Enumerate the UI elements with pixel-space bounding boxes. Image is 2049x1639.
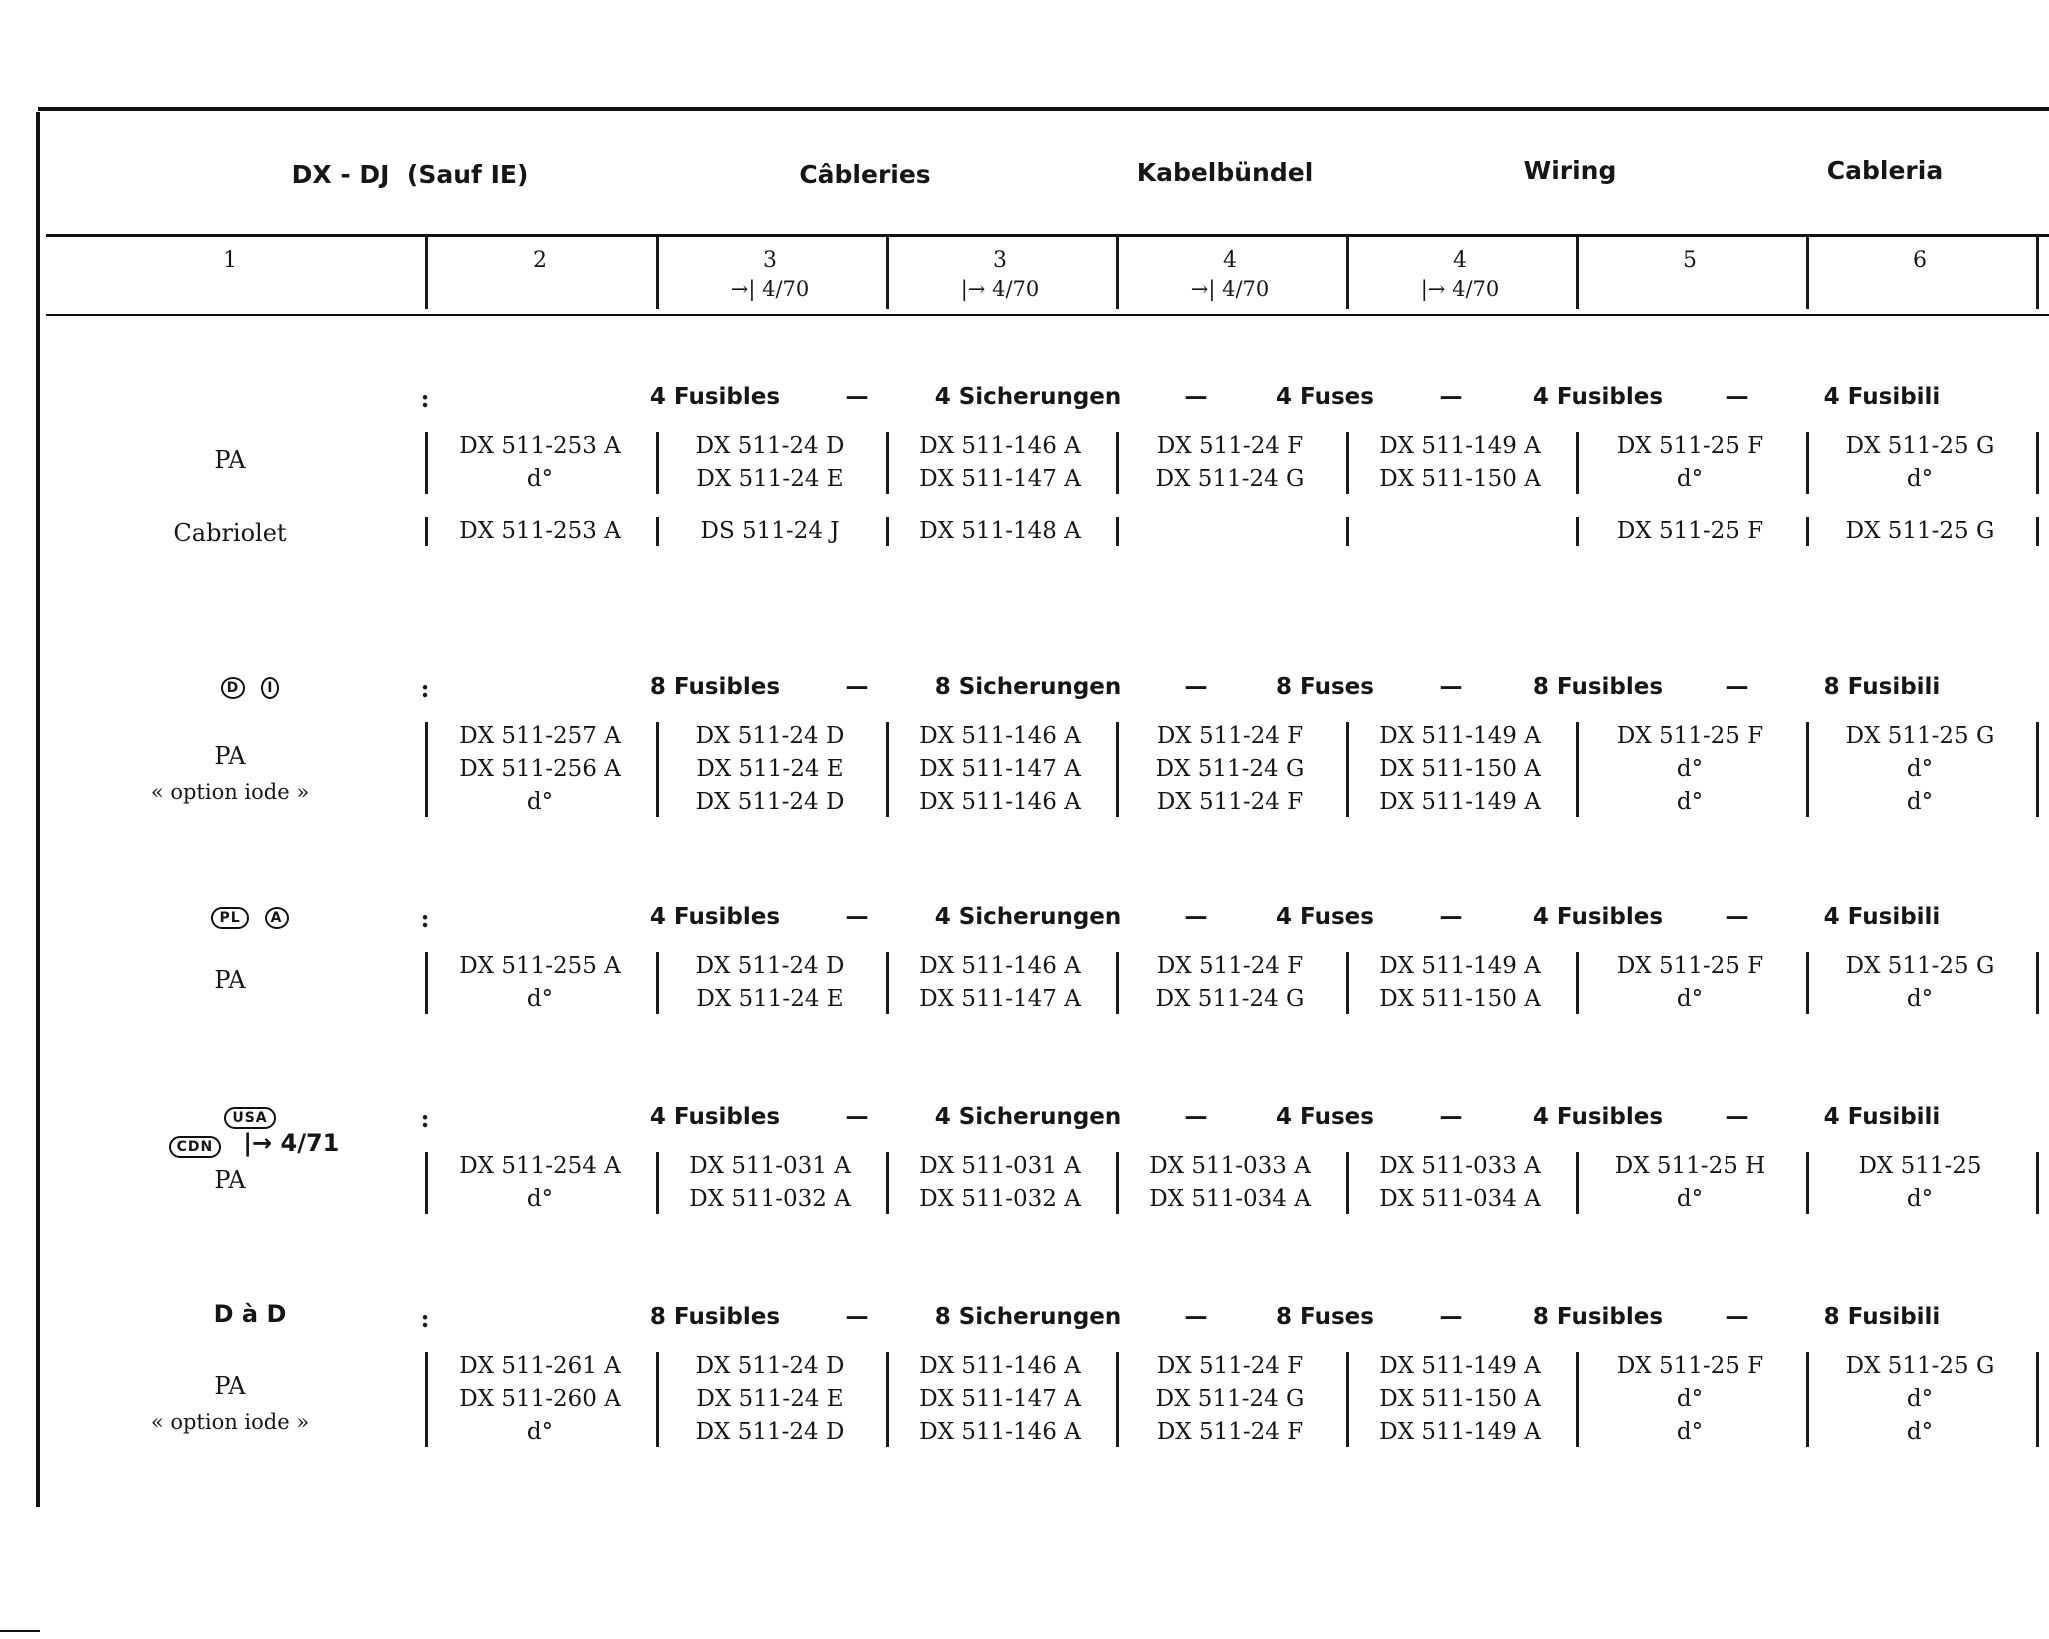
part-number: DS 511-24 J (700, 518, 840, 544)
part-number: DX 511-146 A (919, 723, 1081, 749)
row-divider (886, 722, 889, 817)
group-country-label (120, 670, 380, 699)
part-number: DX 511-24 D (695, 723, 845, 749)
part-number: DX 511-25 F (1616, 953, 1764, 979)
part-cell (1582, 1350, 1798, 1449)
part-cell (1352, 1350, 1568, 1449)
row-label (130, 738, 330, 810)
part-number: DX 511-24 F (1156, 723, 1304, 749)
row-divider (2036, 517, 2039, 546)
fuse-separator: — (1725, 904, 1749, 930)
part-number: DX 511-034 A (1149, 1186, 1311, 1212)
part-cell (662, 1350, 878, 1449)
row-divider (1116, 1352, 1119, 1447)
column-divider (1116, 237, 1119, 309)
part-cell (662, 515, 878, 548)
part-cell (1352, 720, 1568, 819)
part-number: DX 511-25 F (1616, 1353, 1764, 1379)
part-cell (432, 950, 648, 1016)
column-number: 4 (1453, 248, 1467, 273)
part-cell (1352, 1150, 1568, 1216)
fuse-label: 4 Fuses (1276, 904, 1374, 930)
row-divider (2036, 722, 2039, 817)
part-cell (432, 1150, 648, 1216)
part-number: DX 511-148 A (919, 518, 1081, 544)
fuse-separator: — (845, 1104, 869, 1130)
column-divider (886, 237, 889, 309)
part-number: d° (1906, 1186, 1934, 1212)
part-cell (1582, 430, 1798, 496)
part-number: DX 511-24 E (696, 466, 844, 492)
row-label (130, 442, 330, 478)
fuse-label: 8 Fusibili (1823, 1304, 1941, 1330)
fuse-separator: — (1439, 674, 1463, 700)
part-number: DX 511-150 A (1379, 1386, 1541, 1412)
fuse-label: 8 Fuses (1276, 674, 1374, 700)
part-number: DX 511-24 D (695, 953, 845, 979)
part-cell (1582, 720, 1798, 819)
fuse-separator: — (845, 674, 869, 700)
fuse-label: 8 Fusibles (1532, 674, 1664, 700)
row-divider (425, 722, 428, 817)
fuse-label: 4 Fusibles (1532, 384, 1664, 410)
row-label-text: PA (214, 1166, 246, 1194)
part-number: DX 511-261 A (459, 1353, 621, 1379)
fuse-separator: — (1725, 1304, 1749, 1330)
row-divider (656, 432, 659, 494)
column-number: 1 (223, 248, 237, 273)
column-date-indicator: |→ 4/70 (960, 277, 1040, 301)
row-divider (656, 517, 659, 546)
row-label (130, 1162, 330, 1198)
part-cell (1812, 950, 2028, 1016)
part-number: DX 511-031 A (689, 1153, 851, 1179)
part-number: DX 511-150 A (1379, 986, 1541, 1012)
part-number (1352, 515, 1568, 548)
part-number: d° (1676, 1186, 1704, 1212)
row-divider (1806, 1152, 1809, 1214)
part-number: d° (1676, 986, 1704, 1012)
part-number: DX 511-149 A (1379, 1353, 1541, 1379)
row-divider (1806, 1352, 1809, 1447)
part-number: DX 511-031 A (919, 1153, 1081, 1179)
row-divider (1116, 1152, 1119, 1214)
row-divider (886, 1152, 889, 1214)
part-number: DX 511-25 G (1845, 953, 1995, 979)
column-header-4 (900, 245, 1100, 301)
row-divider (886, 517, 889, 546)
fuse-label: 4 Sicherungen (934, 384, 1122, 410)
fuse-label: 4 Fusibili (1823, 1104, 1941, 1130)
part-number: DX 511-24 F (1156, 433, 1304, 459)
column-header-3 (670, 245, 870, 301)
column-header-2 (440, 245, 640, 277)
column-date-indicator: →| 4/70 (1190, 277, 1270, 301)
part-cell (1122, 515, 1338, 548)
row-divider (656, 1152, 659, 1214)
fuse-separator: — (1184, 1104, 1208, 1130)
fuse-label: 4 Fusibles (649, 904, 781, 930)
part-cell (892, 1350, 1108, 1449)
part-cell (1122, 1150, 1338, 1216)
fuse-label: 8 Fusibili (1823, 674, 1941, 700)
row-divider (1346, 1352, 1349, 1447)
fuse-label: 4 Fusibles (649, 1104, 781, 1130)
part-number: DX 511-25 G (1845, 723, 1995, 749)
column-divider (656, 237, 659, 309)
fuse-label: 4 Sicherungen (934, 1104, 1122, 1130)
fuse-label: 4 Fusibili (1823, 904, 1941, 930)
country-badge-d: D (221, 677, 246, 699)
part-number: DX 511-146 A (919, 953, 1081, 979)
part-cell (1812, 720, 2028, 819)
part-number: DX 511-24 D (695, 433, 845, 459)
row-divider (656, 952, 659, 1014)
column-header-1 (130, 245, 330, 277)
part-cell (1352, 430, 1568, 496)
row-divider (1806, 952, 1809, 1014)
part-number: DX 511-032 A (689, 1186, 851, 1212)
row-label-text: PA (214, 446, 246, 474)
part-number: DX 511-24 G (1155, 986, 1305, 1012)
part-number: DX 511-25 G (1845, 433, 1995, 459)
row-divider (1346, 432, 1349, 494)
column-number: 3 (763, 248, 777, 273)
part-number: DX 511-24 F (1156, 1419, 1304, 1445)
part-number: DX 511-149 A (1379, 1419, 1541, 1445)
part-number: d° (1906, 466, 1934, 492)
part-number: DX 511-034 A (1379, 1186, 1541, 1212)
group-country-label (120, 1300, 380, 1328)
part-number: DX 511-24 D (695, 789, 845, 815)
part-number: d° (526, 466, 554, 492)
row-label (130, 1368, 330, 1440)
fuse-label: 8 Fusibles (649, 1304, 781, 1330)
fuse-label: 4 Fusibles (1532, 904, 1664, 930)
part-cell (1352, 950, 1568, 1016)
part-number: d° (526, 1419, 554, 1445)
column-number: 6 (1913, 248, 1927, 273)
row-divider (1346, 722, 1349, 817)
country-badge-usa: USA (224, 1107, 275, 1129)
part-number: DX 511-147 A (919, 466, 1081, 492)
part-number: d° (1676, 789, 1704, 815)
country-badge-i: I (261, 677, 279, 699)
part-cell (1122, 430, 1338, 496)
row-divider (1346, 1152, 1349, 1214)
part-cell (892, 515, 1108, 548)
part-number: d° (1676, 1386, 1704, 1412)
part-number: DX 511-147 A (919, 756, 1081, 782)
part-cell (662, 1150, 878, 1216)
header-title-de: Kabelbündel (1136, 158, 1314, 187)
row-label-text: PA (214, 742, 246, 770)
fuse-label: 8 Fuses (1276, 1304, 1374, 1330)
column-divider (1806, 237, 1809, 309)
part-number: d° (1676, 1419, 1704, 1445)
part-cell (1122, 950, 1338, 1016)
part-cell (1582, 950, 1798, 1016)
column-header-6 (1360, 245, 1560, 301)
part-number: DX 511-256 A (459, 756, 621, 782)
row-divider (1576, 952, 1579, 1014)
row-divider (2036, 432, 2039, 494)
row-divider (1576, 722, 1579, 817)
row-divider (656, 1352, 659, 1447)
fuse-separator: — (1184, 674, 1208, 700)
part-number: DX 511-24 D (695, 1419, 845, 1445)
part-cell (662, 720, 878, 819)
row-label-note: « option iode » (150, 1410, 310, 1434)
part-number: DX 511-149 A (1379, 789, 1541, 815)
column-divider (2036, 237, 2039, 309)
part-cell (662, 430, 878, 496)
fuse-separator: — (845, 384, 869, 410)
row-divider (1116, 952, 1119, 1014)
header-bottom-rule (46, 234, 2049, 237)
part-number: d° (526, 1186, 554, 1212)
column-number: 3 (993, 248, 1007, 273)
part-cell (1122, 1350, 1338, 1449)
header-title-it: Cableria (1826, 156, 1944, 185)
column-divider (1346, 237, 1349, 309)
part-number: d° (1676, 466, 1704, 492)
part-number: DX 511-25 F (1616, 518, 1764, 544)
fuse-separator: — (1725, 384, 1749, 410)
fuse-label: 4 Fusibles (649, 384, 781, 410)
part-number: d° (1906, 1386, 1934, 1412)
row-divider (1116, 722, 1119, 817)
row-label-text: Cabriolet (173, 519, 287, 547)
column-divider (425, 237, 428, 309)
country-text: D à D (213, 1300, 287, 1328)
part-number: DX 511-149 A (1379, 723, 1541, 749)
part-number: DX 511-24 E (696, 756, 844, 782)
group-country-label (120, 1100, 380, 1158)
fuse-separator: — (1439, 1304, 1463, 1330)
part-number: DX 511-24 E (696, 986, 844, 1012)
fuse-label: 4 Fusibles (1532, 1104, 1664, 1130)
row-divider (425, 432, 428, 494)
row-divider (1806, 517, 1809, 546)
part-number: d° (1906, 789, 1934, 815)
country-date-indicator: |→ 4/71 (243, 1129, 340, 1157)
row-divider (656, 722, 659, 817)
column-number: 2 (533, 248, 547, 273)
header-title-fr: Câbleries (799, 160, 931, 189)
country-badge-a: A (265, 907, 289, 929)
row-divider (1346, 517, 1349, 546)
row-divider (425, 1352, 428, 1447)
row-label-text: PA (214, 966, 246, 994)
row-divider (425, 517, 428, 546)
row-divider (1576, 517, 1579, 546)
row-divider (1346, 952, 1349, 1014)
part-number: DX 511-146 A (919, 433, 1081, 459)
part-number: DX 511-25 H (1614, 1153, 1766, 1179)
fuse-separator: — (1725, 674, 1749, 700)
part-number: DX 511-146 A (919, 1419, 1081, 1445)
part-cell (892, 1150, 1108, 1216)
part-cell (1812, 1150, 2028, 1216)
part-number: DX 511-150 A (1379, 466, 1541, 492)
part-number: DX 511-24 G (1155, 756, 1305, 782)
row-divider (886, 952, 889, 1014)
group-colon: : (420, 1304, 430, 1333)
part-cell (432, 515, 648, 548)
part-number: DX 511-253 A (459, 518, 621, 544)
part-number: DX 511-150 A (1379, 756, 1541, 782)
part-number: DX 511-253 A (459, 433, 621, 459)
part-number (1122, 515, 1338, 548)
fuse-label: 4 Sicherungen (934, 904, 1122, 930)
row-divider (1806, 432, 1809, 494)
column-date-indicator: →| 4/70 (730, 277, 810, 301)
part-number: DX 511-25 G (1845, 518, 1995, 544)
header-model: DX - DJ (Sauf IE) (291, 160, 529, 189)
column-divider (1576, 237, 1579, 309)
part-number: d° (526, 986, 554, 1012)
part-number: DX 511-149 A (1379, 433, 1541, 459)
part-cell (1582, 515, 1798, 548)
part-cell (432, 720, 648, 819)
row-divider (886, 432, 889, 494)
row-label (130, 962, 330, 998)
row-divider (1806, 722, 1809, 817)
part-cell (662, 950, 878, 1016)
part-number: DX 511-24 F (1156, 1353, 1304, 1379)
row-divider (1116, 517, 1119, 546)
group-colon: : (420, 904, 430, 933)
row-divider (425, 952, 428, 1014)
group-country-label (120, 900, 380, 929)
part-number: DX 511-146 A (919, 789, 1081, 815)
column-date-indicator: |→ 4/70 (1420, 277, 1500, 301)
part-number: d° (1676, 756, 1704, 782)
row-label-note: « option iode » (150, 780, 310, 804)
part-number: DX 511-146 A (919, 1353, 1081, 1379)
row-divider (1576, 1152, 1579, 1214)
country-badge-cdn: CDN (169, 1136, 222, 1158)
column-header-7 (1590, 245, 1790, 277)
part-cell (892, 950, 1108, 1016)
part-number: d° (1906, 756, 1934, 782)
part-cell (432, 1350, 648, 1449)
part-number: DX 511-254 A (459, 1153, 621, 1179)
fuse-label: 8 Fusibles (1532, 1304, 1664, 1330)
group-colon: : (420, 1104, 430, 1133)
left-border-rule (36, 112, 40, 1507)
part-number: DX 511-033 A (1379, 1153, 1541, 1179)
fuse-separator: — (845, 904, 869, 930)
row-divider (1576, 432, 1579, 494)
part-number: DX 511-24 G (1155, 466, 1305, 492)
row-divider (2036, 952, 2039, 1014)
fuse-separator: — (1439, 904, 1463, 930)
part-cell (1352, 515, 1568, 548)
row-divider (2036, 1352, 2039, 1447)
part-cell (892, 720, 1108, 819)
fuse-label: 4 Fusibili (1823, 384, 1941, 410)
part-number: DX 511-260 A (459, 1386, 621, 1412)
part-cell (1122, 720, 1338, 819)
group-colon: : (420, 674, 430, 703)
column-header-5 (1130, 245, 1330, 301)
group-colon: : (420, 384, 430, 413)
part-number: DX 511-25 G (1845, 1353, 1995, 1379)
fuse-label: 4 Fuses (1276, 384, 1374, 410)
country-badge-pl: PL (211, 907, 248, 929)
column-number-bottom-rule (46, 314, 2049, 316)
fuse-separator: — (1184, 904, 1208, 930)
part-number: DX 511-25 F (1616, 723, 1764, 749)
part-number: DX 511-24 D (695, 1353, 845, 1379)
part-number: DX 511-24 F (1156, 953, 1304, 979)
fuse-label: 4 Fuses (1276, 1104, 1374, 1130)
part-number: DX 511-24 E (696, 1386, 844, 1412)
row-divider (425, 1152, 428, 1214)
row-divider (1116, 432, 1119, 494)
part-number: DX 511-147 A (919, 986, 1081, 1012)
fuse-separator: — (1439, 1104, 1463, 1130)
part-number: DX 511-032 A (919, 1186, 1081, 1212)
fuse-separator: — (1184, 1304, 1208, 1330)
part-number: DX 511-033 A (1149, 1153, 1311, 1179)
fuse-separator: — (845, 1304, 869, 1330)
page-corner-mark (0, 1630, 40, 1632)
part-number: DX 511-149 A (1379, 953, 1541, 979)
fuse-separator: — (1439, 384, 1463, 410)
part-cell (1812, 430, 2028, 496)
row-label (130, 515, 330, 551)
part-number: d° (1906, 986, 1934, 1012)
part-cell (892, 430, 1108, 496)
part-number: DX 511-255 A (459, 953, 621, 979)
row-divider (886, 1352, 889, 1447)
row-divider (1576, 1352, 1579, 1447)
part-number: DX 511-147 A (919, 1386, 1081, 1412)
top-border-rule (38, 107, 2049, 111)
part-number: d° (526, 789, 554, 815)
column-header-8 (1820, 245, 2020, 277)
part-cell (1812, 515, 2028, 548)
part-number: DX 511-25 (1858, 1153, 1982, 1179)
part-cell (432, 430, 648, 496)
part-number: d° (1906, 1419, 1934, 1445)
row-label-text: PA (214, 1372, 246, 1400)
column-number: 4 (1223, 248, 1237, 273)
part-number: DX 511-25 F (1616, 433, 1764, 459)
fuse-label: 8 Fusibles (649, 674, 781, 700)
part-cell (1582, 1150, 1798, 1216)
part-number: DX 511-24 F (1156, 789, 1304, 815)
fuse-separator: — (1725, 1104, 1749, 1130)
row-divider (2036, 1152, 2039, 1214)
fuse-separator: — (1184, 384, 1208, 410)
fuse-label: 8 Sicherungen (934, 674, 1122, 700)
part-number: DX 511-257 A (459, 723, 621, 749)
header-title-en: Wiring (1523, 156, 1617, 185)
part-number: DX 511-24 G (1155, 1386, 1305, 1412)
part-cell (1812, 1350, 2028, 1449)
column-number: 5 (1683, 248, 1697, 273)
fuse-label: 8 Sicherungen (934, 1304, 1122, 1330)
